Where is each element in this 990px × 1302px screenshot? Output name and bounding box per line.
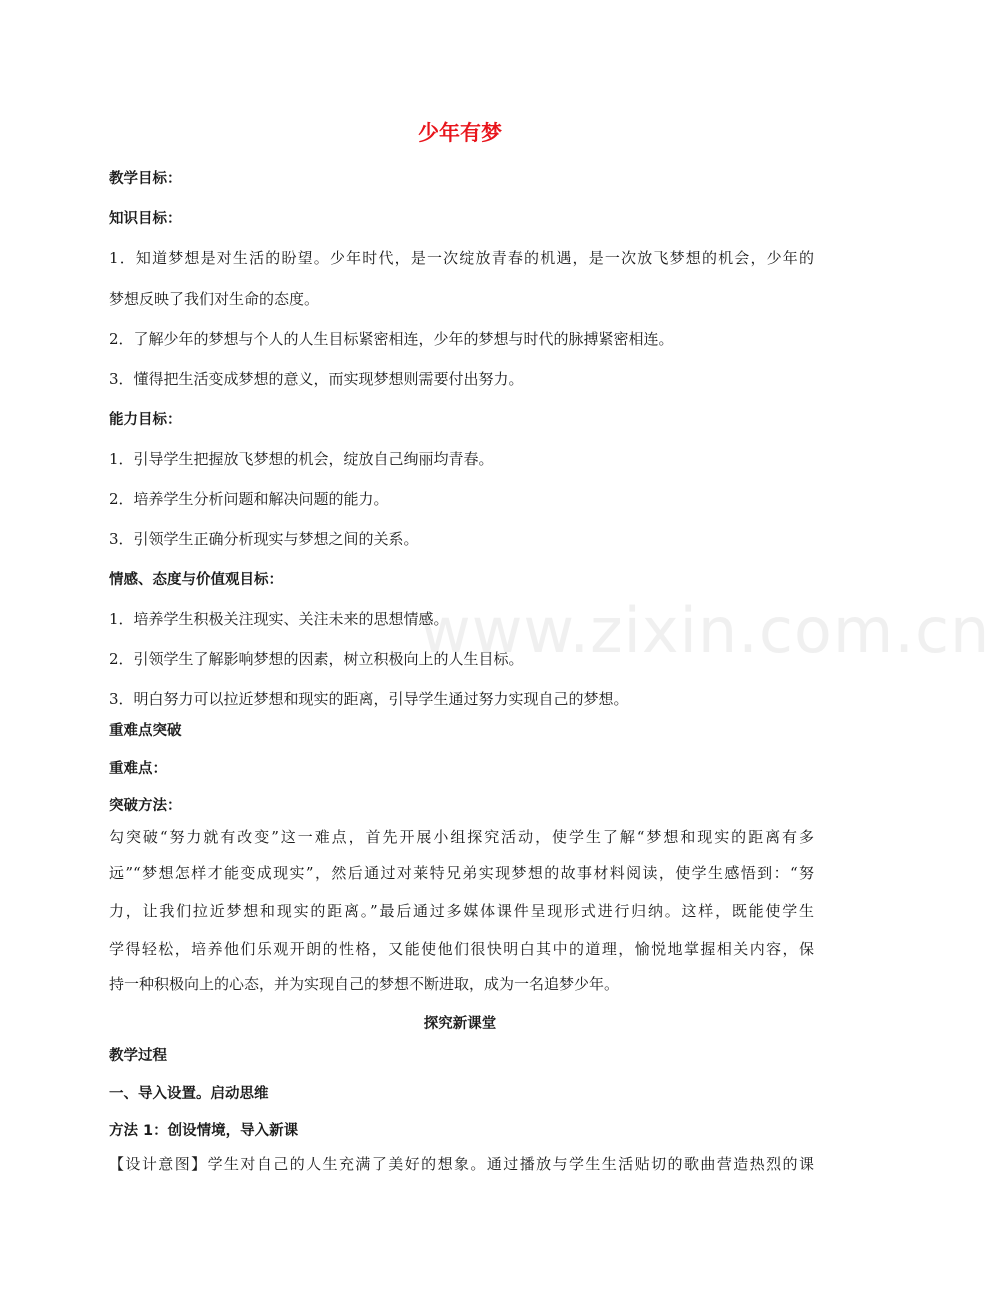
paragraph-line: 勾突破“努力就有改变”这一难点，首先开展小组探究活动，使学生了解“梦想和现实的距离有多 [109,828,814,846]
paragraph-line: 远”“梦想怎样才能变成现实”，然后通过对莱特兄弟实现梦想的故事材料阅读，使学生感悟到：“努 [109,864,814,882]
paragraph-line: 1．培养学生积极关注现实、关注未来的思想情感。 [109,610,449,628]
paragraph-line: 3．引领学生正确分析现实与梦想之间的关系。 [109,530,419,548]
paragraph-line: 梦想反映了我们对生命的态度。 [109,290,320,308]
paragraph-line: 1．知道梦想是对生活的盼望。少年时代，是一次绽放青春的机遇，是一次放飞梦想的机会，少年的 [109,249,814,267]
section-heading-explore: 探究新课堂 [423,1016,497,1032]
heading-knowledge-goals: 知识目标： [109,211,182,227]
page-title: 少年有梦 [418,121,502,145]
heading-emotion-goals: 情感、态度与价值观目标： [109,572,283,588]
paragraph-line: 2．引领学生了解影响梦想的因素，树立积极向上的人生目标。 [109,650,524,668]
heading-ability-goals: 能力目标： [109,412,182,428]
paragraph-line: 2．了解少年的梦想与个人的人生目标紧密相连，少年的梦想与时代的脉搏紧密相连。 [109,330,674,348]
heading-key-difficulty: 重难点突破 [109,723,182,739]
paragraph-line: 3．明白努力可以拉近梦想和现实的距离，引导学生通过努力实现自己的梦想。 [109,690,629,708]
paragraph-line: 3．懂得把生活变成梦想的意义，而实现梦想则需要付出努力。 [109,370,524,388]
heading-teaching-goals: 教学目标： [109,171,182,187]
paragraph-line: 2．培养学生分析问题和解决问题的能力。 [109,490,389,508]
heading-method-1: 方法 1：创设情境，导入新课 [109,1123,299,1139]
paragraph-line: 持一种积极向上的心态，并为实现自己的梦想不断进取，成为一名追梦少年。 [109,975,620,993]
watermark: www.zixin.com.cn [420,594,990,667]
paragraph-line: 1．引导学生把握放飞梦想的机会，绽放自己绚丽均青春。 [109,450,494,468]
heading-breakthrough-method: 突破方法： [109,798,182,814]
heading-teaching-process: 教学过程 [109,1048,167,1064]
paragraph-line: 力，让我们拉近梦想和现实的距离。”最后通过多媒体课件呈现形式进行归纳。这样，既能使学生 [109,902,814,920]
heading-key-points: 重难点： [109,761,167,777]
paragraph-line: 学得轻松，培养他们乐观开朗的性格，又能使他们很快明白其中的道理，愉悦地掌握相关内容，保 [109,940,814,958]
heading-intro-setting: 一、导入设置。启动思维 [109,1086,269,1102]
paragraph-line: 【设计意图】学生对自己的人生充满了美好的想象。通过播放与学生生活贴切的歌曲营造热烈的课 [109,1155,814,1173]
